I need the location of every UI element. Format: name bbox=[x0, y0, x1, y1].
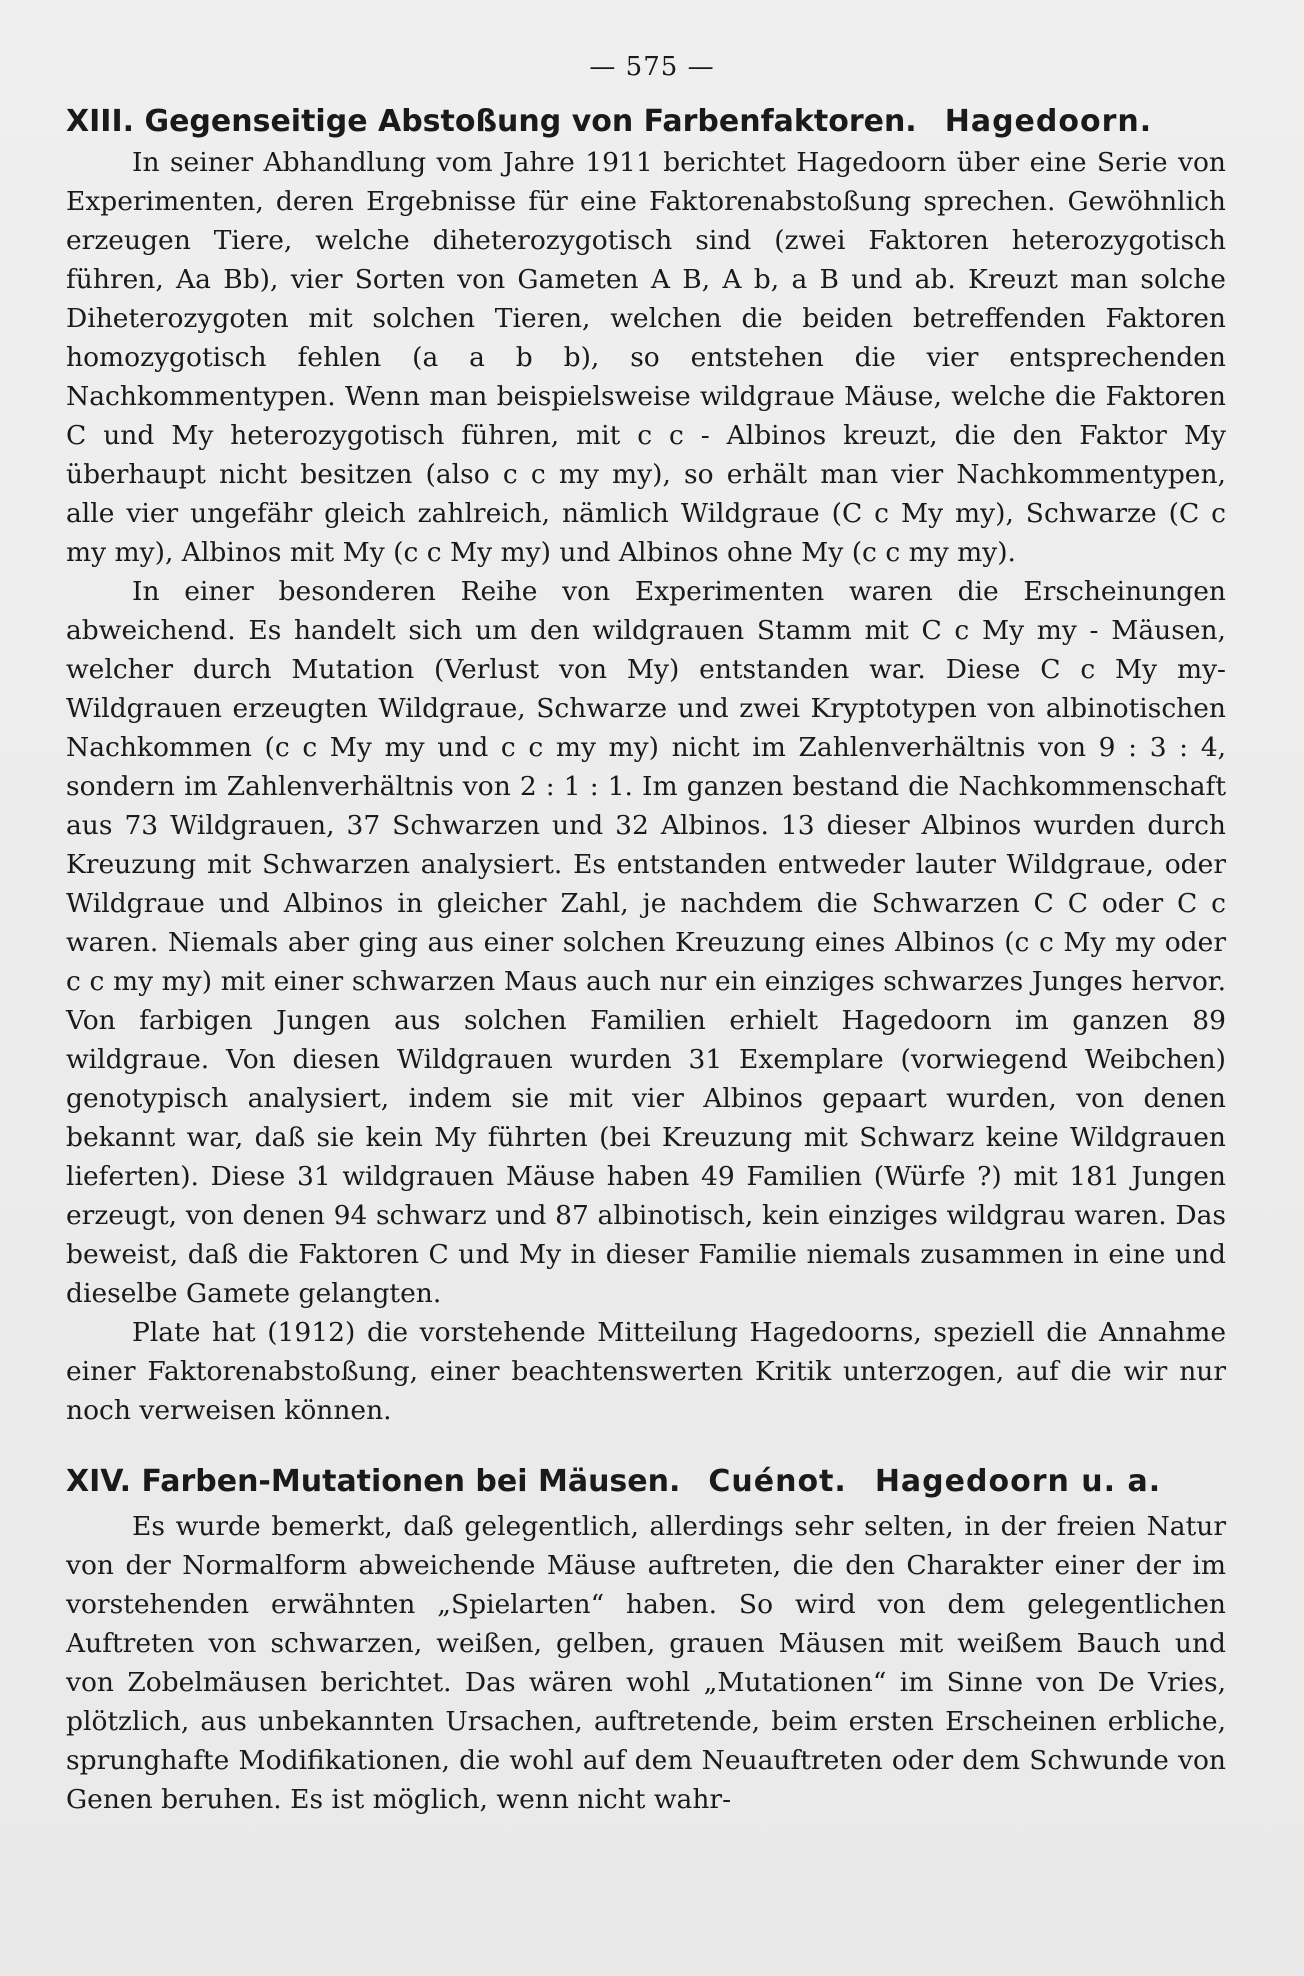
section-xiii bbox=[66, 104, 1226, 1430]
paragraph: Plate hat (1912) die vorstehende Mitteilung Hagedoorns, speziell die Annahme einer Faktorenabstoßung, einer beachtenswerten Kritik unterzogen, auf die wir nur noch verweisen können. bbox=[66, 1317, 1226, 1426]
section-xiv-author-2: Hagedoorn u. a. bbox=[874, 1464, 1162, 1499]
section-xiv bbox=[66, 1464, 1226, 1819]
section-xiv-heading bbox=[66, 1464, 1226, 1499]
section-xiii-author: Hagedoorn. bbox=[944, 104, 1153, 139]
paragraph: In seiner Abhandlung vom Jahre 1911 berichtet Hagedoorn über eine Serie von Experimenten, deren Ergebnisse für eine Faktorenabstoßung sprechen. Gewöhnlich erzeugen Tiere, welche diheterozygotisch sind (zwei Faktoren heterozygotisch führen, Aa Bb), vier Sorten von Gameten A B, A b, a B und ab. Kreuzt man solche Diheterozygoten mit solchen Tieren, welchen die beiden betreffenden Faktoren homozygotisch fehlen (a a b b), so entstehen die vier entsprechenden Nachkommentypen. Wenn man beispielsweise wildgraue Mäuse, welche die Faktoren C und My heterozygotisch führen, mit c c - Albinos kreuzt, die den Faktor My überhaupt nicht besitzen (also c c my my), so erhält man vier Nachkommentypen, alle vier ungefähr gleich zahlreich, nämlich Wildgraue (C c My my), Schwarze (C c my my), Albinos mit My (c c My my) und Albinos ohne My (c c my my). bbox=[66, 147, 1226, 568]
paragraph: Es wurde bemerkt, daß gelegentlich, allerdings sehr selten, in der freien Natur von der Normalform abweichende Mäuse auftreten, die den Charakter einer der im vorstehenden erwähnten „Spielarten“ haben. So wird von dem gelegentlichen Auftreten von schwarzen, weißen, gelben, grauen Mäusen mit weißem Bauch und von Zobelmäusen berichtet. Das wären wohl „Mutationen“ im Sinne von De Vries, plötzlich, aus unbekannten Ursachen, auftretende, beim ersten Erscheinen erbliche, sprunghafte Modifikationen, die wohl auf dem Neuauftreten oder dem Schwunde von Genen beruhen. Es ist möglich, wenn nicht wahr- bbox=[66, 1511, 1226, 1815]
paragraph: In einer besonderen Reihe von Experimenten waren die Erscheinungen abweichend. Es handelt sich um den wildgrauen Stamm mit C c My my - Mäusen, welcher durch Mutation (Verlust von My) entstanden war. Diese C c My my-Wildgrauen erzeugten Wildgraue, Schwarze und zwei Kryptotypen von albinotischen Nachkommen (c c My my und c c my my) nicht im Zahlenverhältnis von 9 : 3 : 4, sondern im Zahlenverhältnis von 2 : 1 : 1. Im ganzen bestand die Nachkommenschaft aus 73 Wildgrauen, 37 Schwarzen und 32 Albinos. 13 dieser Albinos wurden durch Kreuzung mit Schwarzen analysiert. Es entstanden entweder lauter Wildgraue, oder Wildgraue und Albinos in gleicher Zahl, je nachdem die Schwarzen C C oder C c waren. Niemals aber ging aus einer solchen Kreuzung eines Albinos (c c My my oder c c my my) mit einer schwarzen Maus auch nur ein einziges schwarzes Junges hervor. Von farbigen Jungen aus solchen Familien erhielt Hagedoorn im ganzen 89 wildgraue. Von diesen Wildgrauen wurden 31 Exemplare (vorwiegend Weibchen) genotypisch analysiert, indem sie mit vier Albinos gepaart wurden, von denen bekannt war, daß sie kein My führten (bei Kreuzung mit Schwarz keine Wildgrauen lieferten). Diese 31 wildgrauen Mäuse haben 49 Familien (Würfe ?) mit 181 Jungen erzeugt, von denen 94 schwarz und 87 albinotisch, kein einziges wildgrau waren. Das beweist, daß die Faktoren C und My in dieser Familie niemals zusammen in eine und dieselbe Gamete gelangten. bbox=[66, 576, 1226, 1309]
section-xiv-author: Cuénot. bbox=[708, 1464, 847, 1499]
section-xiv-title: XIV. Farben-Mutationen bei Mäusen. bbox=[66, 1464, 681, 1499]
section-xiii-title: XIII. Gegenseitige Abstoßung von Farbenfaktoren. bbox=[66, 104, 917, 139]
page-number: — 575 — bbox=[589, 52, 715, 82]
section-xiii-heading bbox=[66, 104, 1226, 139]
